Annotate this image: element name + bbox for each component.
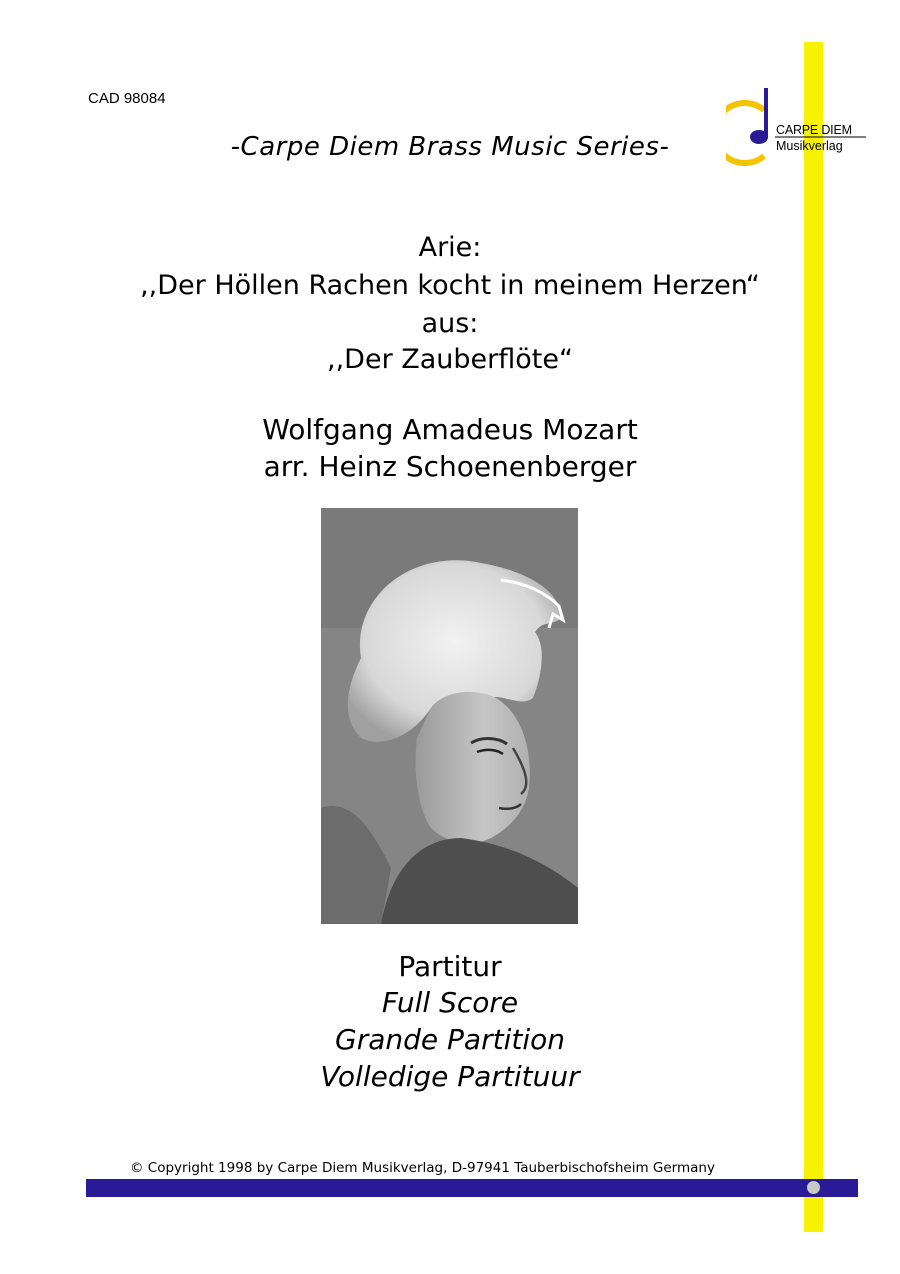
composer-name: Wolfgang Amadeus Mozart: [262, 413, 638, 446]
bar-dot: [807, 1181, 820, 1194]
blue-footer-bar: [86, 1179, 858, 1197]
series-title-text: -Carpe Diem Brass Music Series-: [230, 132, 670, 162]
carpe-diem-logo: [726, 86, 866, 166]
title-line-2: ,,Der Höllen Rachen kocht in meinem Herzen“: [140, 270, 760, 301]
edition-german: Partitur: [398, 950, 502, 983]
title-line-3: aus:: [421, 308, 479, 339]
copyright-prefix: © Copyright 1998 by: [130, 1160, 274, 1176]
arranger-name: arr. Heinz Schoenenberger: [263, 450, 637, 483]
logo-text-line2: Musikverlag: [776, 139, 843, 153]
title-line-4: ,,Der Zauberflöte“: [327, 344, 573, 375]
edition-dutch: Volledige Partituur: [320, 1060, 580, 1093]
edition-french: Grande Partition: [335, 1023, 565, 1056]
portrait-drawing: [321, 508, 578, 924]
mozart-portrait-image: [321, 508, 578, 924]
logo-text-line1: CARPE DIEM: [776, 123, 852, 137]
edition-english: Full Score: [381, 986, 519, 1019]
publisher-name: Carpe Diem Musikverlag: [277, 1160, 444, 1176]
title-line-1: Arie:: [418, 232, 482, 263]
copyright-notice: [130, 1160, 715, 1176]
catalog-number: CAD 98084: [88, 90, 166, 107]
publisher-address: , D-97941 Tauberbischofsheim Germany: [443, 1160, 715, 1176]
